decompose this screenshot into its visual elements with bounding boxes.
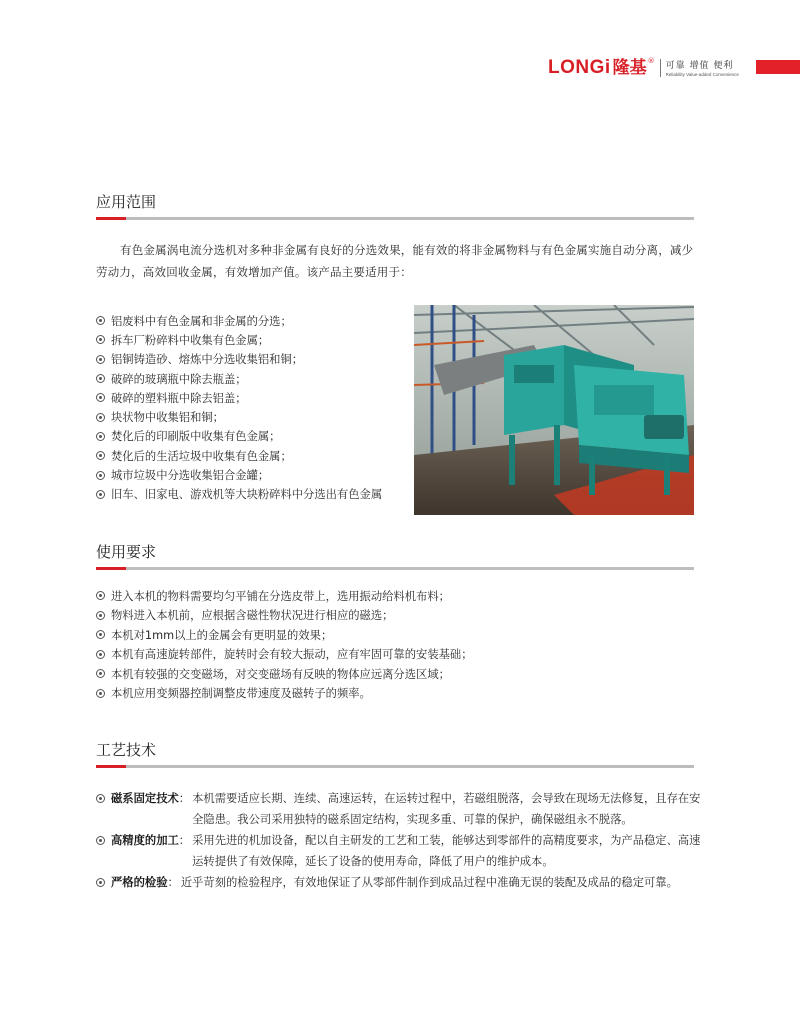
bullet-icon — [96, 794, 105, 803]
list-item: 拆车厂粉碎料中收集有色金属； — [96, 330, 382, 349]
list-item: 焚化后的生活垃圾中收集有色金属； — [96, 446, 382, 465]
tech-term: 磁系固定技术 — [111, 792, 179, 805]
section-rule-accent-technology — [96, 765, 126, 768]
bullet-icon — [96, 669, 105, 678]
list-item: 破碎的玻璃瓶中除去瓶盖； — [96, 369, 382, 388]
list-item: 破碎的塑料瓶中除去铝盖； — [96, 388, 382, 407]
list-item: 磁系固定技术 ： 本机需要适应长期、连续、高速运转，在运转过程中，若磁组脱落，会导致在现场无法修复，且存在安全隐患。我公司采用独特的磁系固定结构，实现多重、可靠的保护，确保磁组永不脱落。 — [96, 788, 706, 830]
tech-desc: 采用先进的机加设备，配以自主研发的工艺和工装，能够达到零部件的高精度要求，为产品稳定、高速运转提供了有效保障，延长了设备的使用寿命，降低了用户的维护成本。 — [192, 834, 701, 868]
scope-intro: 有色金属涡电流分选机对多种非金属有良好的分选效果，能有效的将非金属物料与有色金属实施自动分离，减少劳动力，高效回收金属，有效增加产值。该产品主要适用于： — [96, 243, 694, 279]
list-item: 城市垃圾中分选收集铝合金罐； — [96, 465, 382, 484]
eddy-current-separator-illustration — [414, 305, 694, 515]
list-item: 铝铜铸造砂、熔炼中分选收集铝和铜； — [96, 350, 382, 369]
bullet-icon — [96, 432, 105, 441]
section-title-requirements: 使用要求 — [96, 543, 157, 561]
bullet-icon — [96, 393, 105, 402]
requirements-list — [96, 586, 473, 703]
bullet-icon — [96, 413, 105, 422]
section-rule-accent-requirements — [96, 567, 126, 570]
bullet-icon — [96, 490, 105, 499]
section-title-technology: 工艺技术 — [96, 741, 157, 759]
bullet-icon — [96, 355, 105, 364]
bullet-icon — [96, 591, 105, 600]
list-item: 本机对1mm以上的金属会有更明显的效果； — [96, 625, 473, 645]
bullet-icon — [96, 374, 105, 383]
technology-list — [96, 788, 706, 893]
brand-logo-block — [548, 56, 739, 78]
bullet-icon — [96, 689, 105, 698]
bullet-icon — [96, 471, 105, 480]
section-rule-technology — [96, 765, 694, 768]
list-item: 严格的检验 ： 近乎苛刻的检验程序，有效地保证了从零部件制作到成品过程中准确无误的装配及成品的稳定可靠。 — [96, 872, 706, 893]
bullet-icon — [96, 650, 105, 659]
brand-slogan — [666, 61, 739, 78]
bullet-icon — [96, 878, 105, 887]
list-item: 高精度的加工 ： 采用先进的机加设备，配以自主研发的工艺和工装，能够达到零部件的高精度要求，为产品稳定、高速运转提供了有效保障，延长了设备的使用寿命，降低了用户的维护成本。 — [96, 830, 706, 872]
list-item: 本机有高速旋转部件，旋转时会有较大振动，应有牢固可靠的安装基础； — [96, 645, 473, 665]
tech-term: 高精度的加工 — [111, 834, 179, 847]
bullet-icon — [96, 451, 105, 460]
list-item: 进入本机的物料需要均匀平铺在分选皮带上，选用振动给料机布料； — [96, 586, 473, 606]
bullet-icon — [96, 316, 105, 325]
section-rule-requirements — [96, 567, 694, 570]
slogan-cn: 可靠 增值 便利 — [665, 61, 734, 71]
section-rule-accent-scope — [96, 217, 126, 220]
section-rule-scope — [96, 217, 694, 220]
section-title-scope: 应用范围 — [96, 193, 157, 211]
bullet-icon — [96, 611, 105, 620]
list-item: 本机应用变频器控制调整皮带速度及磁转子的频率。 — [96, 684, 473, 704]
scope-list — [96, 311, 382, 504]
brand-logo-latin: LONGi — [548, 57, 611, 78]
slogan-en: Reliability Value-added Convenience — [665, 72, 739, 77]
header-red-bar — [756, 60, 800, 74]
tech-desc: 近乎苛刻的检验程序，有效地保证了从零部件制作到成品过程中准确无误的装配及成品的稳定可靠。 — [180, 876, 678, 889]
list-item: 物料进入本机前，应根据含磁性物状况进行相应的磁选； — [96, 606, 473, 626]
list-item: 铝废料中有色金属和非金属的分选； — [96, 311, 382, 330]
list-item: 本机有较强的交变磁场，对交变磁场有反映的物体应远离分选区域； — [96, 664, 473, 684]
list-item: 块状物中收集铝和铜； — [96, 407, 382, 426]
registered-mark: ® — [647, 57, 655, 65]
tech-desc: 本机需要适应长期、连续、高速运转，在运转过程中，若磁组脱落，会导致在现场无法修复，且存在安全隐患。我公司采用独特的磁系固定结构，实现多重、可靠的保护，确保磁组永不脱落。 — [192, 792, 701, 826]
list-item: 旧车、旧家电、游戏机等大块粉碎料中分选出有色金属 — [96, 485, 382, 504]
bullet-icon — [96, 836, 105, 845]
tech-term: 严格的检验 — [111, 876, 168, 889]
bullet-icon — [96, 630, 105, 639]
list-item: 焚化后的印刷版中收集有色金属； — [96, 427, 382, 446]
brand-logo-cn: 隆基 — [612, 58, 647, 78]
bullet-icon — [96, 335, 105, 344]
product-photo — [414, 305, 694, 515]
brand-divider — [660, 59, 661, 77]
